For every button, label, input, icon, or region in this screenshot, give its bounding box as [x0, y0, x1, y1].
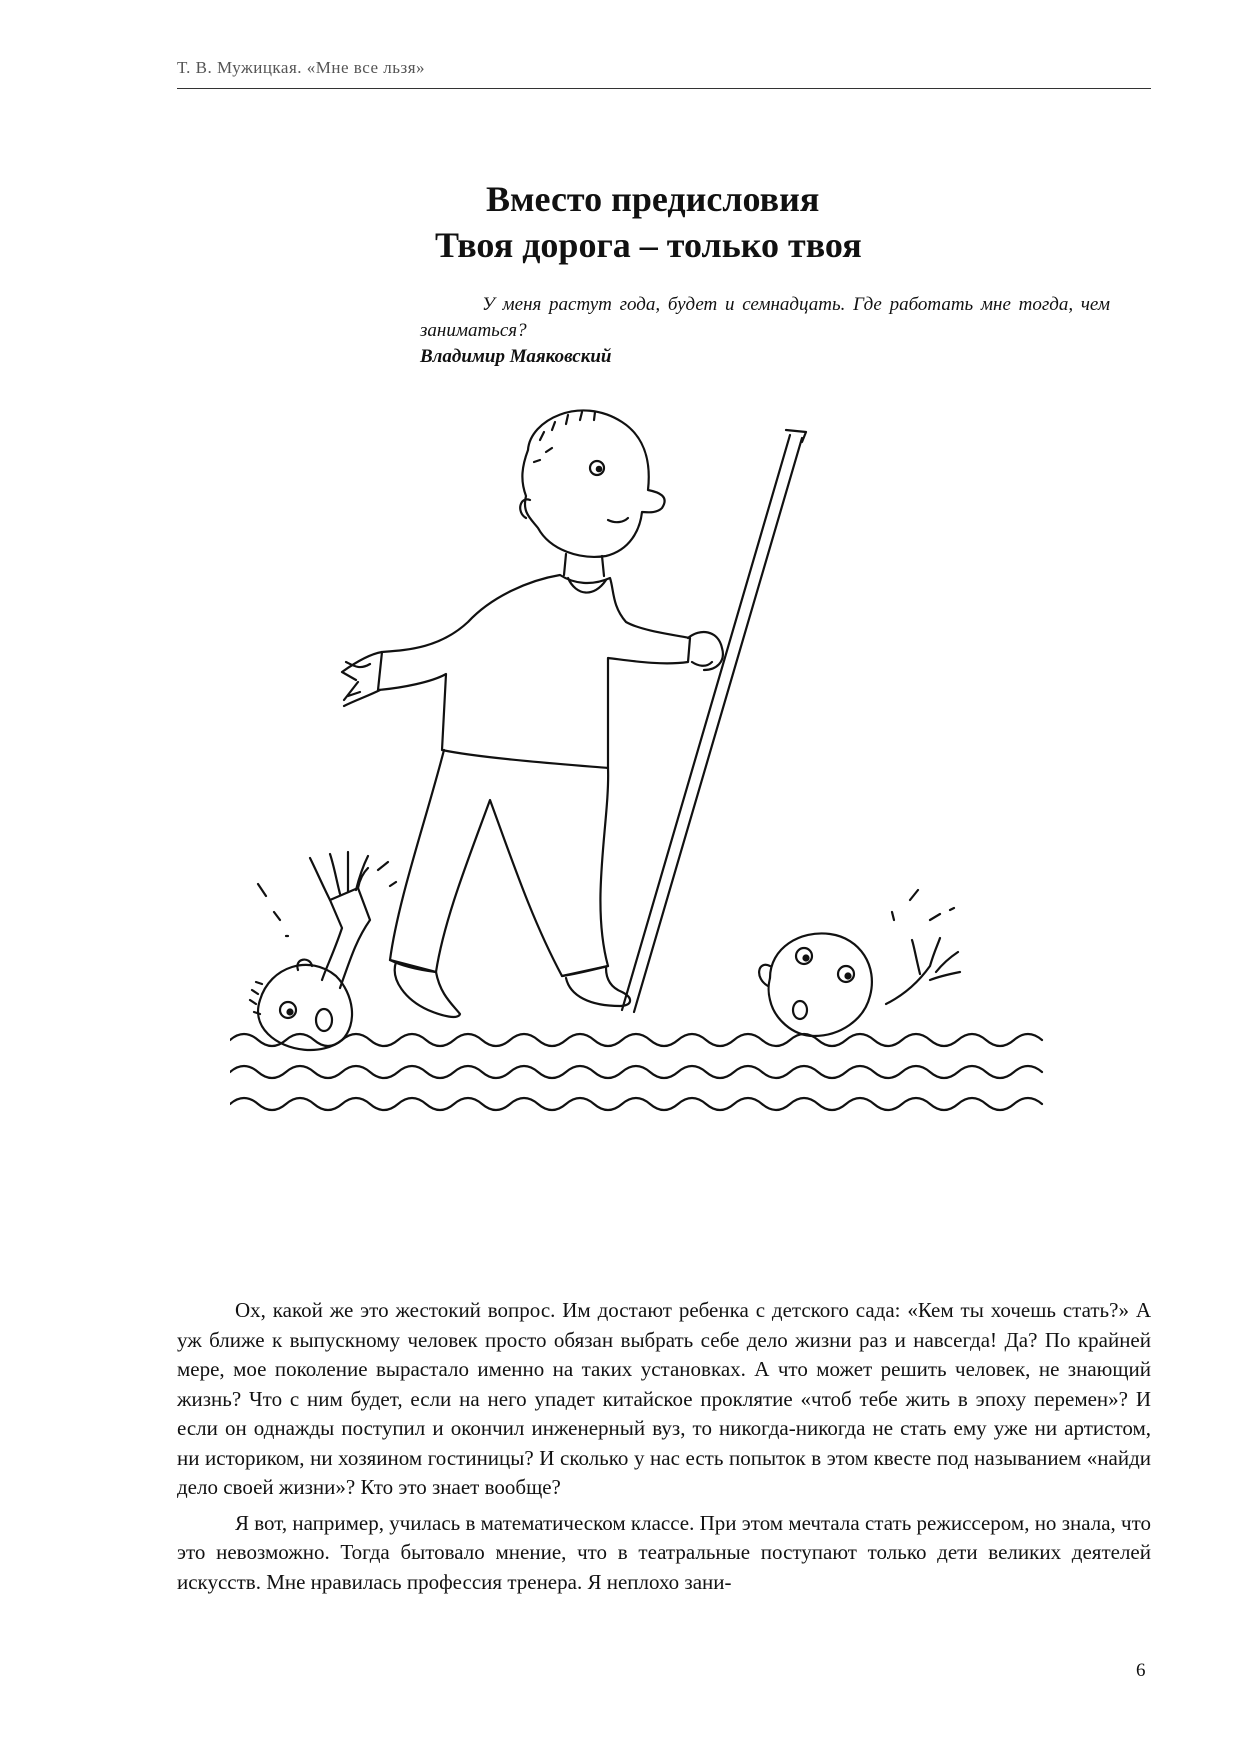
figure-mouth [608, 518, 628, 522]
wave-2 [230, 1066, 1042, 1078]
body-paragraph-2: Я вот, например, училась в математическом классе. При этом мечтала стать режиссером, но знала, что это невозможно. Тогда бытовало мнение, что в театральные поступают только дети великих деятелей искусств. Мне нравилась профессия тренера. Я неплохо зани- [177, 1510, 1151, 1594]
left-drowning-head [258, 965, 352, 1050]
chapter-title-line-1: Вместо предисловия [486, 179, 820, 219]
left-drowning-splash [258, 862, 396, 936]
figure-hair [534, 412, 595, 462]
epigraph [420, 292, 1110, 370]
epigraph-text: У меня растут года, будет и семнадцать. Где работать мне тогда, чем заниматься? [420, 294, 1110, 341]
epigraph-author: Владимир Маяковский [420, 346, 612, 367]
right-drowning-splash [892, 890, 954, 920]
right-drowning-head [769, 933, 872, 1036]
body-text [177, 1296, 1151, 1603]
wave-1 [230, 1034, 1042, 1046]
running-head: Т. В. Мужицкая. «Мне все льзя» [177, 58, 426, 77]
chapter-title-line-2: Твоя дорога – только твоя [435, 225, 862, 265]
right-drowning-hand [886, 938, 960, 1004]
illustration-man-walking-on-heads [230, 400, 1100, 1280]
figure-pants [390, 750, 608, 976]
pole [622, 430, 806, 1012]
wave-3 [230, 1098, 1042, 1110]
left-drowning-arm [322, 888, 370, 988]
figure-shirt [378, 575, 690, 768]
figure-left-hand [342, 652, 382, 706]
header-rule [177, 88, 1151, 89]
page-number: 6 [1136, 1660, 1146, 1681]
figure-right-hand [688, 632, 723, 670]
body-paragraph-1: Ох, какой же это жестокий вопрос. Им достают ребенка с детского сада: «Кем ты хочешь стать?» А уж ближе к выпускному человек просто обязан выбрать себе дело жизни раз и навсегда! Да? По крайней мере, мое поколение вырастало именно на таких установках. А что может решить человек, не знающий жизнь? Что с ним будет, если на него упадет китайское проклятие «чтоб тебе жить в эпоху перемен»? И если он однажды поступил и окончил инженерный вуз, то никогда-никогда не стать ему уже ни артистом, ни историком, ни хозяином гостиницы? И сколько у нас есть попыток в этом квесте под называнием «найди дело своей жизни»? Кто это знает вообще? [177, 1298, 1151, 1499]
